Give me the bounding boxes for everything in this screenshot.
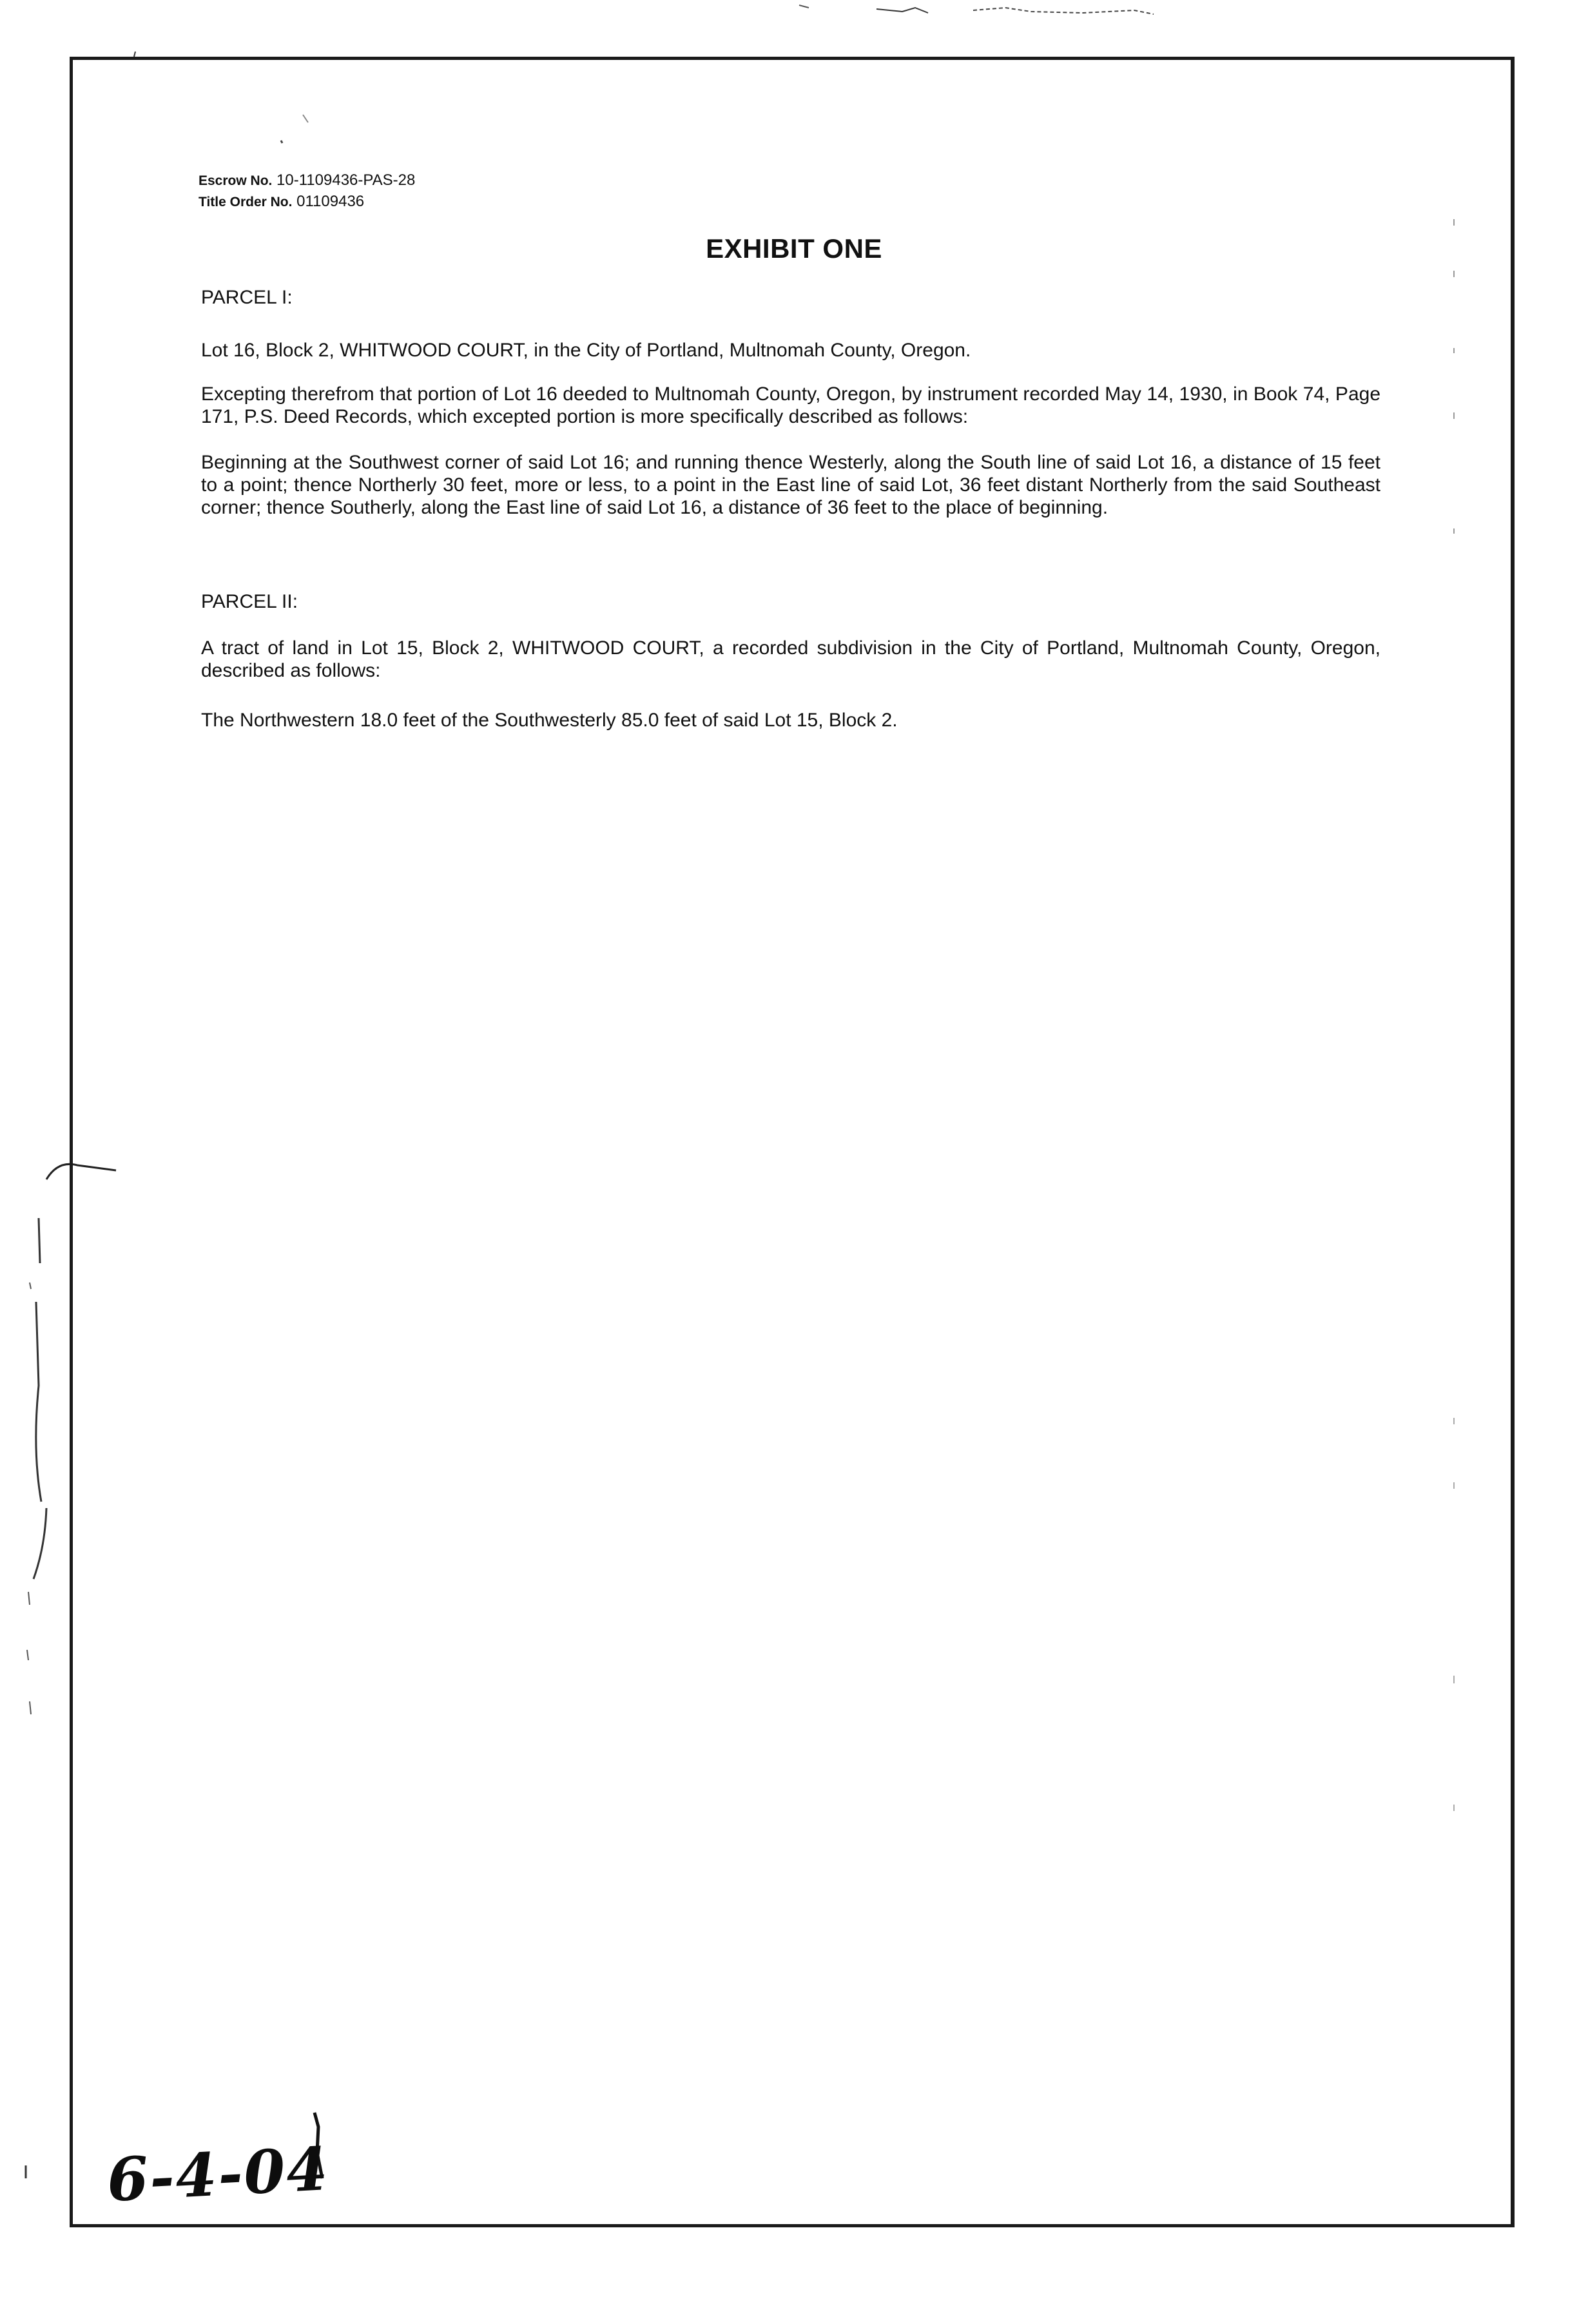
parcel-2-portion-description: The Northwestern 18.0 feet of the Southwesterly 85.0 feet of said Lot 15, Block 2. <box>201 710 898 731</box>
escrow-number-line <box>198 170 415 191</box>
parcel-1-lot-description: Lot 16, Block 2, WHITWOOD COURT, in the City of Portland, Multnomah County, Oregon. <box>201 340 971 361</box>
title-order-value: 01109436 <box>296 193 365 210</box>
title-order-label: Title Order No. <box>198 195 293 209</box>
page-title: EXHIBIT ONE <box>706 233 882 264</box>
parcel-1-metes-bounds: Beginning at the Southwest corner of said Lot 16; and running thence Westerly, along the South line of said Lot 16, a distance of 15 feet to a point; thence Northerly 30 feet, more or less, to a point in the East line of said Lot, 36 feet distant Northerly from the said Southeast corner; thence Southerly, along the East line of said Lot 16, a distance of 36 feet to the place of beginning. <box>201 452 1380 518</box>
handwritten-date: 6-4-04 <box>105 2134 331 2215</box>
parcel-2-heading: PARCEL II: <box>201 591 298 612</box>
title-order-line <box>198 191 415 213</box>
escrow-label: Escrow No. <box>198 173 273 188</box>
escrow-info <box>198 170 415 213</box>
escrow-value: 10-1109436-PAS-28 <box>276 171 416 189</box>
parcel-2-tract-description: A tract of land in Lot 15, Block 2, WHITWOOD COURT, a recorded subdivision in the City of Portland, Multnomah County, Oregon, described as follows: <box>201 637 1380 681</box>
parcel-1-exception-paragraph: Excepting therefrom that portion of Lot 16 deeded to Multnomah County, Oregon, by instrument recorded May 14, 1930, in Book 74, Page 171, P.S. Deed Records, which excepted portion is more specifically described as follows: <box>201 383 1380 427</box>
parcel-1-heading: PARCEL I: <box>201 287 293 308</box>
